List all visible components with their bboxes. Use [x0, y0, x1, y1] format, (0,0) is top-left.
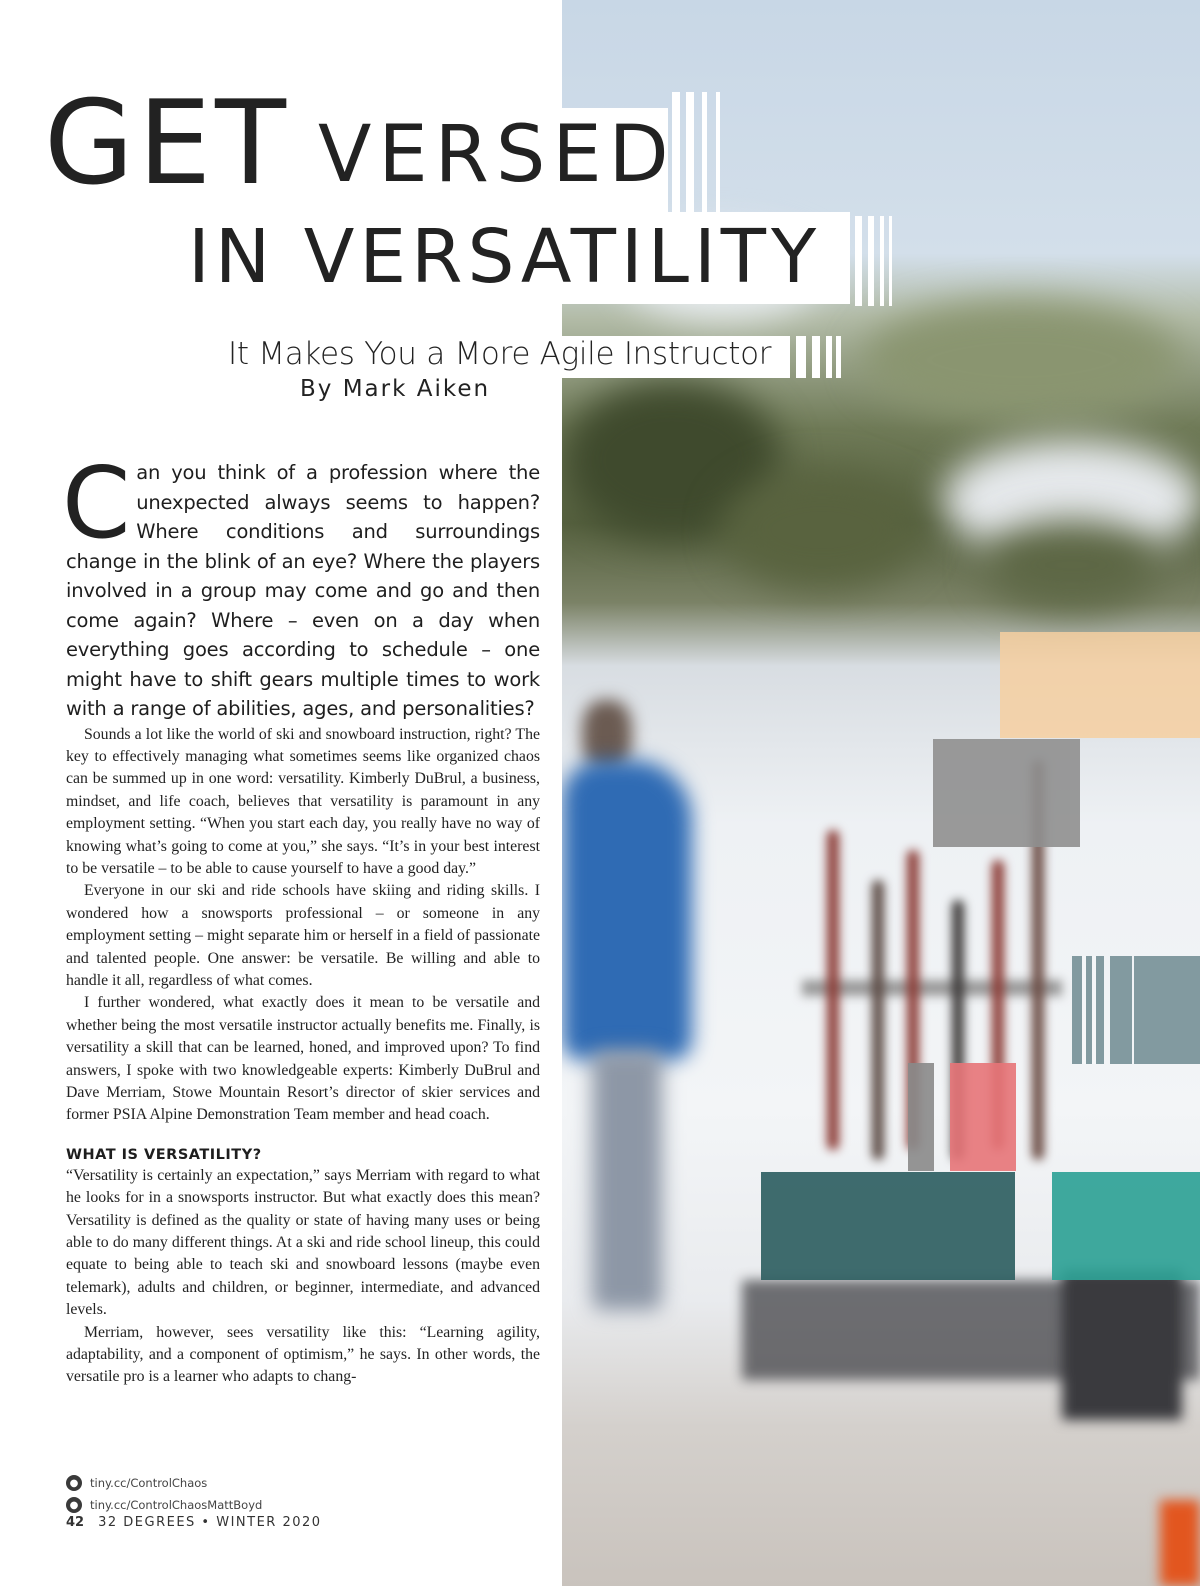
podcast-icon: ●: [66, 1497, 82, 1513]
subtitle-stripe: [826, 336, 832, 378]
page-number: 42: [66, 1515, 85, 1530]
byline: By Mark Aiken: [300, 376, 491, 402]
podcast-link-2[interactable]: [66, 1497, 262, 1513]
body-paragraph: Everyone in our ski and ride schools have skiing and riding skills. I wondered how a snowsports professional – or someone in any employment setting – might separate him or herself in a field of passionate and talented people. One answer: be versatile. Be willing and able to handle it all, regardless of what comes.: [66, 882, 540, 989]
ski: [872, 880, 884, 1160]
body-paragraph: Merriam, however, sees versatility like this: “Learning agility, adaptability, and a component of optimism,” he says. In other words, the versatile pro is a learner who adapts to chang-: [66, 1323, 540, 1386]
title-stripe: [686, 92, 694, 212]
podcast-link-1[interactable]: [66, 1475, 207, 1491]
subtitle: It Makes You a More Agile Instructor: [228, 336, 772, 372]
title-versed: VERSED: [318, 110, 676, 200]
ski: [827, 830, 839, 1150]
folio: [66, 1515, 322, 1530]
pink-block: [950, 1063, 1016, 1171]
article-body: [62, 447, 540, 1389]
subtitle-stripe: [796, 336, 806, 378]
title-stripe: [855, 216, 862, 306]
link-text[interactable]: tiny.cc/ControlChaos: [90, 1476, 208, 1490]
podcast-icon: ●: [66, 1475, 82, 1491]
title-in-versatility: IN VERSATILITY: [188, 214, 822, 300]
orange-jacket: [1160, 1500, 1200, 1586]
body-paragraph: “Versatility is certainly an expectation,” says Merriam with regard to what he looks for in a snowsports instructor. But what exactly does this mean? Versatility is defined as the quality or state of having many uses or being able to do many different things. At a ski and ride school lineup, this could equate to being able to teach ski and snowboard lessons (maybe even telemark), adults and children, or beginner, intermediate, and advanced levels.: [66, 1166, 540, 1319]
title-stripe: [716, 92, 720, 212]
title-stripe: [880, 216, 884, 306]
body-paragraph: I further wondered, what exactly does it mean to be versatile and whether being the most versatile instructor actually benefits me. Finally, is versatility a skill that can be learned, honed, and improved upon? To find answers, I spoke with two knowledgeable experts: Kimberly DuBrul and Dave Merriam, Stowe Mountain Resort’s director of skier services and former PSIA Alpine Demonstration Team member and head coach.: [66, 994, 540, 1124]
subtitle-stripe: [812, 336, 820, 378]
title-stripe: [868, 216, 874, 306]
lede-paragraph: [62, 447, 540, 724]
drop-cap: C: [62, 447, 131, 561]
publication-name: 32 DEGREES • WINTER 2020: [98, 1515, 322, 1530]
title-stripe: [889, 216, 892, 306]
link-text[interactable]: tiny.cc/ControlChaosMattBoyd: [90, 1498, 263, 1512]
slate-stripes: [1072, 956, 1200, 1064]
person-legs: [592, 1050, 662, 1310]
person-jacket: [562, 760, 692, 1060]
ski-rack: [802, 980, 1062, 996]
teal-block: [1052, 1172, 1200, 1280]
lede-text: an you think of a profession where the unexpected always seems to happen? Where conditions and surroundings change in the blink of an eye? Where the players involved in a group may come and go and then come again? Where – even on a day when everything goes according to schedule – one might have to shift gears multiple times to work with a range of abilities, ages, and personalities?: [66, 461, 540, 720]
subtitle-stripe: [836, 336, 841, 378]
gray-block: [933, 739, 1080, 847]
section-heading: WHAT IS VERSATILITY?: [66, 1146, 262, 1163]
dark-teal-block: [761, 1172, 1015, 1280]
title-get: GET: [44, 76, 291, 211]
peach-block: [1000, 632, 1200, 738]
rubber-mat: [1062, 1270, 1182, 1420]
title-stripe: [702, 92, 707, 212]
body-paragraph: Sounds a lot like the world of ski and snowboard instruction, right? The key to effectively managing what sometimes seems like organized chaos can be summed up in one word: versatility. Kimberly DuBrul, a business, mindset, and life coach, believes that versatility is paramount in any employment setting. “When you start each day, you really have no way of knowing what’s going to come at you,” she says. “It’s in your best interest to be versatile – to be able to cause yourself to have a good day.”: [66, 725, 540, 877]
gray-stripe-block: [908, 1063, 934, 1171]
